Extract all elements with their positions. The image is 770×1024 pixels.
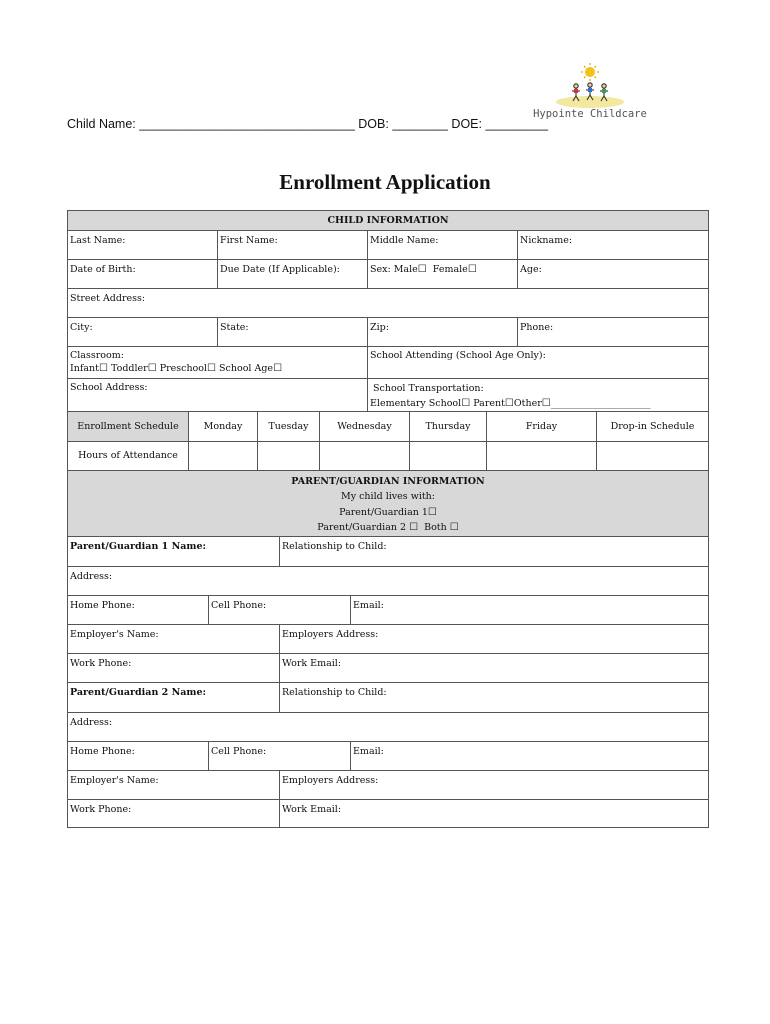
day-header-wednesday: Wednesday: [320, 412, 410, 442]
day-header-tuesday: Tuesday: [258, 412, 320, 442]
hours-wednesday-input[interactable]: [320, 442, 410, 471]
guardian2-relationship-field[interactable]: Relationship to Child:: [280, 683, 708, 713]
child-name-label: Child Name:: [67, 117, 136, 131]
lives-with-both-checkbox[interactable]: ☐: [449, 521, 459, 533]
state-field[interactable]: State:: [218, 318, 368, 347]
guardian2-employer-address-field[interactable]: Employers Address:: [280, 771, 708, 800]
child-header-line: [67, 117, 548, 131]
age-field[interactable]: Age:: [518, 260, 708, 289]
guardian1-cell-phone-field[interactable]: Cell Phone:: [209, 596, 351, 625]
guardian1-name-field[interactable]: Parent/Guardian 1 Name:: [68, 537, 280, 567]
other-transport-blank[interactable]: _____________________: [550, 398, 651, 409]
guardian2-work-email-field[interactable]: Work Email:: [282, 804, 342, 815]
classroom-field: Classroom: Infant☐ Toddler☐ Preschool☐ School Age☐: [68, 347, 368, 379]
infant-checkbox[interactable]: ☐: [99, 363, 108, 374]
guardian2-employer-name-field[interactable]: Employer's Name:: [68, 771, 280, 800]
parent-transport-checkbox[interactable]: ☐: [504, 398, 514, 409]
guardian1-work-email-field[interactable]: Work Email:: [280, 654, 708, 683]
guardian2-work-phone-field[interactable]: Work Phone:: [68, 800, 280, 827]
child-name-blank[interactable]: _______________________________: [139, 117, 355, 131]
sex-field: Sex: Male☐ Female☐: [368, 260, 518, 289]
guardian1-email-field[interactable]: Email:: [351, 596, 708, 625]
female-checkbox[interactable]: ☐: [467, 264, 477, 275]
zip-field[interactable]: Zip:: [368, 318, 518, 347]
hours-monday-input[interactable]: [189, 442, 258, 471]
last-name-field[interactable]: Last Name:: [68, 231, 218, 260]
day-header-friday: Friday: [487, 412, 597, 442]
day-header-dropin: Drop-in Schedule: [597, 412, 708, 442]
guardian2-address-field[interactable]: Address:: [68, 713, 708, 742]
hypointe-logo: [528, 62, 652, 126]
doe-label: DOE:: [451, 117, 482, 131]
guardian2-cell-phone-field[interactable]: Cell Phone:: [209, 742, 351, 771]
hours-thursday-input[interactable]: [410, 442, 487, 471]
guardian1-relationship-field[interactable]: Relationship to Child:: [280, 537, 708, 567]
city-field[interactable]: City:: [68, 318, 218, 347]
elementary-school-checkbox[interactable]: ☐: [461, 398, 471, 409]
first-name-field[interactable]: First Name:: [218, 231, 368, 260]
hours-tuesday-input[interactable]: [258, 442, 320, 471]
guardian2-home-phone-field[interactable]: Home Phone:: [68, 742, 209, 771]
due-date-field[interactable]: Due Date (If Applicable):: [218, 260, 368, 289]
street-address-field[interactable]: Street Address:: [68, 289, 708, 318]
lives-with-parent2-checkbox[interactable]: ☐: [409, 521, 419, 533]
hours-of-attendance-label: Hours of Attendance: [68, 442, 189, 471]
school-age-checkbox[interactable]: ☐: [273, 363, 283, 374]
preschool-checkbox[interactable]: ☐: [207, 363, 217, 374]
day-header-monday: Monday: [189, 412, 258, 442]
parent-info-heading: PARENT/GUARDIAN INFORMATION My child lives with: Parent/Guardian 1☐ Parent/Guardian 2 ☐ Both ☐: [68, 471, 708, 537]
dob-label: DOB:: [358, 117, 389, 131]
page-title: Enrollment Application: [279, 170, 491, 194]
school-address-field[interactable]: School Address:: [68, 379, 368, 412]
sun-children-icon: [528, 62, 652, 110]
school-transportation-field: School Transportation: Elementary School☐ Parent☐Other☐_____________________: [368, 379, 708, 412]
dob-blank[interactable]: ________: [392, 117, 448, 131]
enrollment-schedule-label: Enrollment Schedule: [68, 412, 189, 442]
school-attending-field[interactable]: School Attending (School Age Only):: [368, 347, 708, 379]
male-checkbox[interactable]: ☐: [417, 264, 427, 275]
guardian1-address-field[interactable]: Address:: [68, 567, 708, 596]
guardian1-employer-name-field[interactable]: Employer's Name:: [68, 625, 280, 654]
guardian2-name-field[interactable]: Parent/Guardian 2 Name:: [68, 683, 280, 713]
hours-friday-input[interactable]: [487, 442, 597, 471]
guardian1-home-phone-field[interactable]: Home Phone:: [68, 596, 209, 625]
guardian1-employer-address-field[interactable]: Employers Address:: [280, 625, 708, 654]
toddler-checkbox[interactable]: ☐: [147, 363, 157, 374]
hours-dropin-input[interactable]: [597, 442, 708, 471]
other-transport-checkbox[interactable]: ☐: [541, 398, 551, 409]
nickname-field[interactable]: Nickname:: [518, 231, 708, 260]
logo-text: Hypointe Childcare: [533, 108, 647, 120]
day-header-thursday: Thursday: [410, 412, 487, 442]
phone-field[interactable]: Phone:: [518, 318, 708, 347]
middle-name-field[interactable]: Middle Name:: [368, 231, 518, 260]
date-of-birth-field[interactable]: Date of Birth:: [68, 260, 218, 289]
enrollment-form: [67, 210, 709, 828]
guardian1-work-phone-field[interactable]: Work Phone:: [68, 654, 280, 683]
guardian2-email-field[interactable]: Email:: [351, 742, 708, 771]
lives-with-parent1-checkbox[interactable]: ☐: [427, 506, 437, 518]
doe-blank[interactable]: _________: [485, 117, 549, 131]
child-info-heading: CHILD INFORMATION: [68, 211, 708, 231]
